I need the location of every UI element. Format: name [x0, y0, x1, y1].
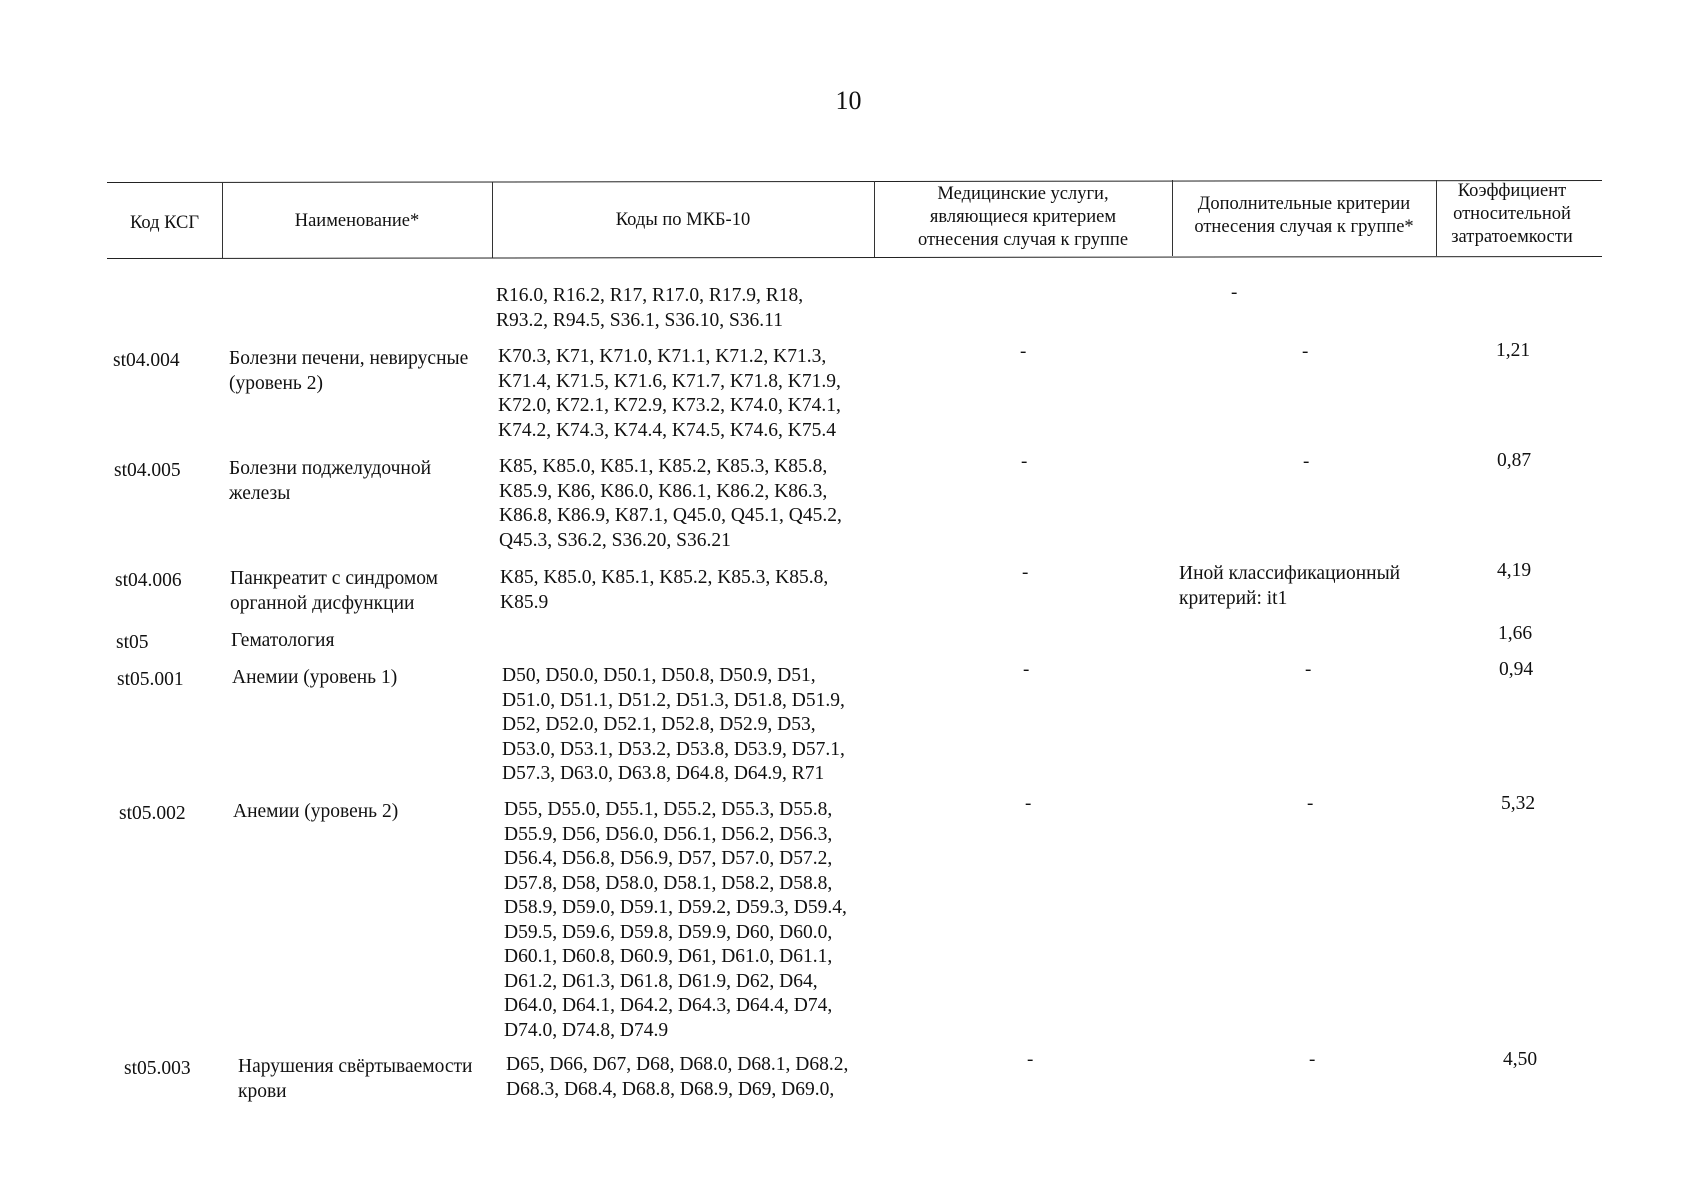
header-services: Медицинские услуги, являющиеся критерием отнесения случая к группе — [917, 184, 1129, 250]
header-icd: Коды по МКБ-10 — [615, 210, 751, 230]
row-2-services: - — [1021, 451, 1028, 472]
row-1-coef: 1,21 — [1496, 340, 1531, 361]
page-number: 10 — [835, 86, 862, 115]
header-top-rule — [107, 180, 1602, 183]
row-6-criteria: - — [1307, 793, 1314, 814]
row-7-coef: 4,50 — [1503, 1049, 1538, 1070]
row-2-coef: 0,87 — [1497, 450, 1532, 471]
row-5-criteria: - — [1305, 659, 1312, 680]
header-coef: Коэффициент относительной затратоемкости — [1451, 181, 1573, 247]
header-code: Код КСГ — [129, 213, 200, 233]
row-1-icd: K70.3, K71, K71.0, K71.1, K71.2, K71.3, K71.4, K71.5, K71.6, K71.7, K71.8, K71.9, K72.0, K72.1, K72.9, K73.2, K74.0, K74.1, K74.2, K74.3, K74.4, K74.5, K74.6, K75.4 — [498, 346, 841, 441]
row-5-services: - — [1023, 659, 1030, 680]
row-7-code: st05.003 — [124, 1058, 191, 1079]
row-3-criteria: Иной классификационный критерий: it1 — [1179, 563, 1401, 609]
row-6-code: st05.002 — [119, 803, 186, 824]
row-1-criteria: - — [1302, 341, 1309, 362]
row-3-services: - — [1022, 562, 1029, 583]
row-1-services: - — [1020, 341, 1027, 362]
row-0-criteria: - — [1231, 282, 1238, 303]
row-2-name: Болезни поджелудочной железы — [229, 458, 432, 504]
row-6-services: - — [1025, 793, 1032, 814]
row-1-name: Болезни печени, невирусные (уровень 2) — [229, 348, 469, 394]
row-3-name: Панкреатит с синдромом органной дисфункции — [230, 568, 438, 614]
row-3-icd: K85, K85.0, K85.1, K85.2, K85.3, K85.8, K85.9 — [500, 567, 829, 613]
row-3-coef: 4,19 — [1497, 560, 1532, 581]
row-3-code: st04.006 — [115, 570, 182, 591]
header-name: Наименование* — [294, 211, 420, 231]
row-1-code: st04.004 — [113, 350, 180, 371]
row-0-icd: R16.0, R16.2, R17, R17.0, R17.9, R18, R93.2, R94.5, S36.1, S36.10, S36.11 — [496, 285, 804, 331]
row-2-icd: K85, K85.0, K85.1, K85.2, K85.3, K85.8, K85.9, K86, K86.0, K86.1, K86.2, K86.3, K86.8, K86.9, K87.1, Q45.0, Q45.1, Q45.2, Q45.3, S36.2, S36.20, S36.21 — [499, 456, 842, 551]
row-7-criteria: - — [1309, 1049, 1316, 1070]
header-bottom-rule — [107, 256, 1602, 259]
row-6-icd: D55, D55.0, D55.1, D55.2, D55.3, D55.8, D55.9, D56, D56.0, D56.1, D56.2, D56.3, D56.4, D56.8, D56.9, D57, D57.0, D57.2, D57.8, D58, D58.0, D58.1, D58.2, D58.8, D58.9, D59.0, D59.1, D59.2, D59.3, D59.4, D59.5, D59.6, D59.8, D59.9, D60, D60.0, D60.1, D60.8, D60.9, D61, D61.0, D61.1, D61.2, D61.3, D61.8, D61.9, D62, D64, D64.0, D64.1, D64.2, D64.3, D64.4, D74, D74.0, D74.8, D74.9 — [504, 799, 847, 1041]
row-4-code: st05 — [116, 632, 149, 653]
row-6-coef: 5,32 — [1501, 793, 1536, 814]
row-4-name: Гематология — [231, 630, 335, 651]
row-4-coef: 1,66 — [1498, 623, 1533, 644]
row-5-code: st05.001 — [117, 669, 184, 690]
row-5-name: Анемии (уровень 1) — [232, 667, 398, 688]
row-7-services: - — [1027, 1049, 1034, 1070]
row-7-name: Нарушения свёртываемости крови — [238, 1056, 473, 1102]
row-5-coef: 0,94 — [1499, 659, 1534, 680]
row-2-code: st04.005 — [114, 460, 181, 481]
header-criteria: Дополнительные критерии отнесения случая к группе* — [1194, 194, 1414, 237]
row-5-icd: D50, D50.0, D50.1, D50.8, D50.9, D51, D51.0, D51.1, D51.2, D51.3, D51.8, D51.9, D52, D52.0, D52.1, D52.8, D52.9, D53, D53.0, D53.1, D53.2, D53.8, D53.9, D57.1, D57.3, D63.0, D63.8, D64.8, D64.9, R71 — [502, 665, 845, 784]
row-6-name: Анемии (уровень 2) — [233, 801, 399, 822]
row-2-criteria: - — [1303, 451, 1310, 472]
row-7-icd: D65, D66, D67, D68, D68.0, D68.1, D68.2, D68.3, D68.4, D68.8, D68.9, D69, D69.0, — [506, 1054, 849, 1100]
